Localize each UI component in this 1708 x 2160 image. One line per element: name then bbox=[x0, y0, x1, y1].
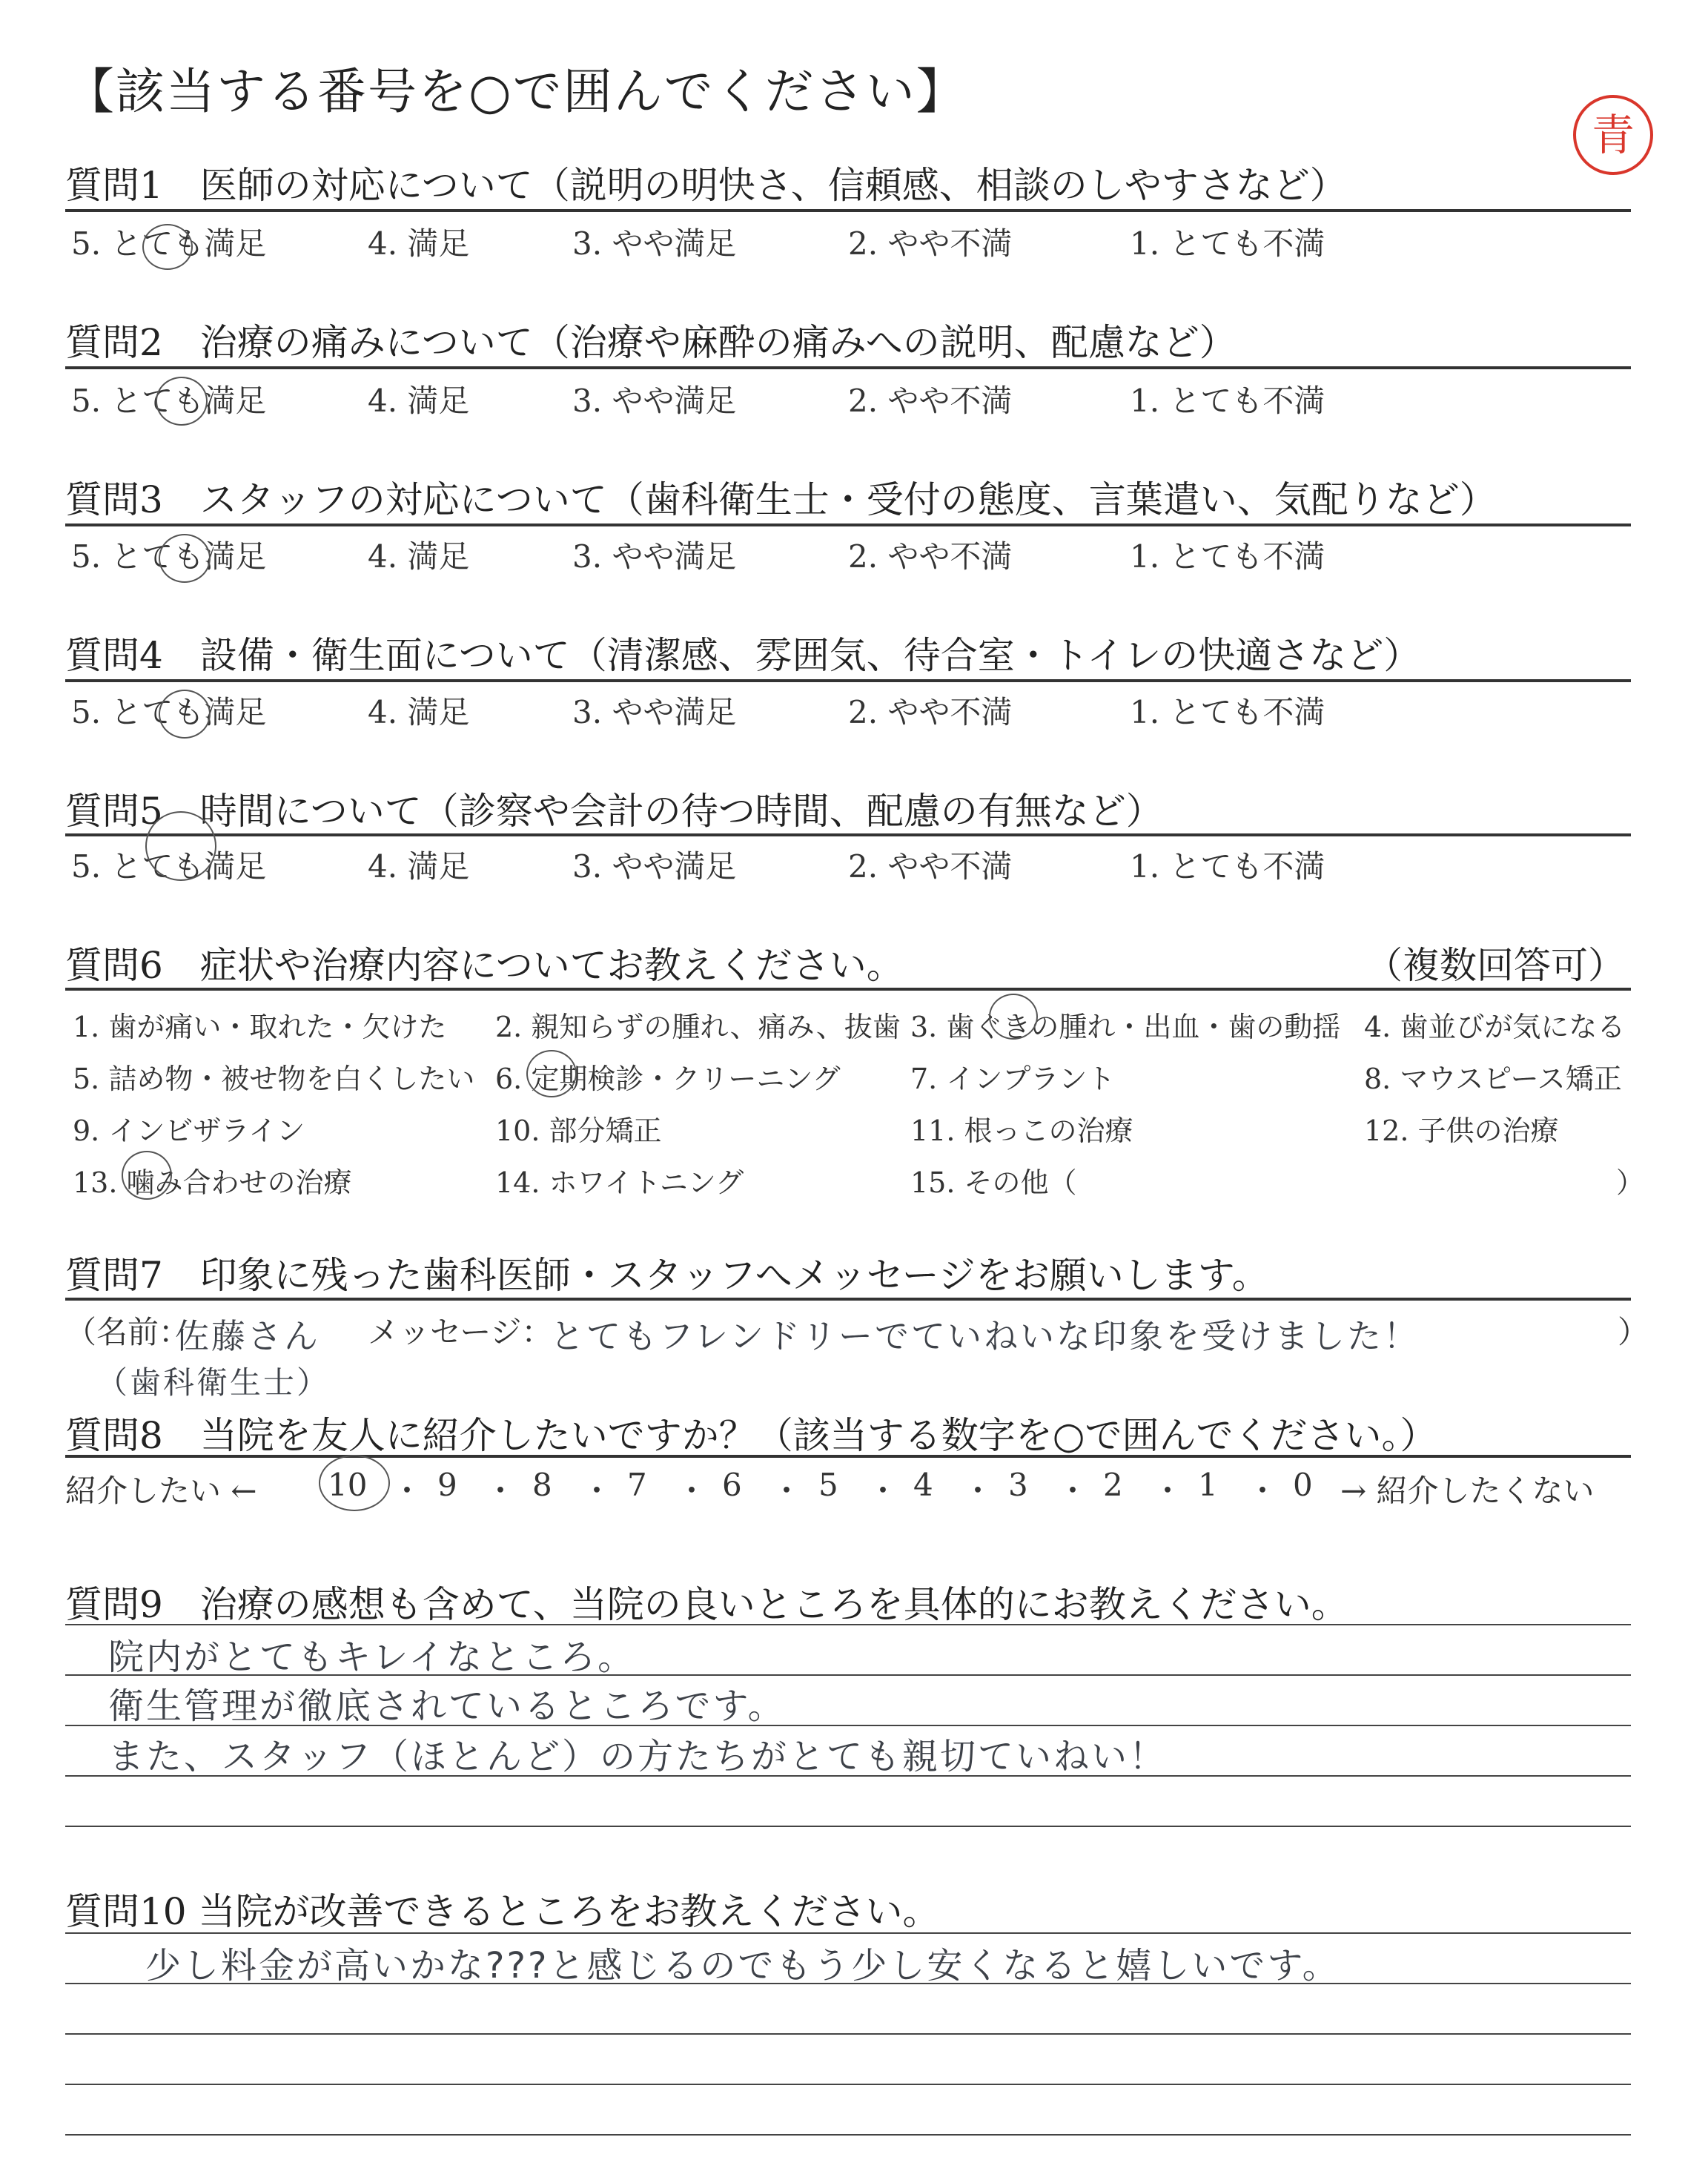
recommend-left-label: 紹介したい ← bbox=[65, 1473, 257, 1509]
divider bbox=[65, 988, 1631, 991]
treatment-item-12[interactable]: 12. 子供の治療 bbox=[1364, 1114, 1559, 1147]
rating-option-5[interactable]: 5. とても満足 bbox=[71, 383, 267, 419]
scale-separator: ・ bbox=[867, 1473, 899, 1509]
treatment-item-6[interactable]: 6. 定期検診・クリーニング bbox=[495, 1063, 841, 1095]
rating-option-5[interactable]: 5. とても満足 bbox=[71, 848, 267, 885]
selection-circle bbox=[145, 811, 216, 881]
scale-separator: ・ bbox=[1057, 1473, 1089, 1509]
treatment-item-9[interactable]: 9. インビザライン bbox=[73, 1114, 305, 1147]
handwritten-answer-line-1[interactable]: 少し料金が高いかな???と感じるのでもう少し安くなると嬉しいです。 bbox=[145, 1945, 1340, 1986]
rating-option-1[interactable]: 1. とても不満 bbox=[1130, 848, 1325, 885]
answer-line bbox=[65, 1826, 1631, 1827]
question-title: 質問8 当院を友人に紹介したいですか？（該当する数字を○で囲んでください。） bbox=[65, 1414, 1437, 1457]
scale-value-2[interactable]: 2 bbox=[1103, 1467, 1123, 1503]
answer-line bbox=[65, 2033, 1631, 2035]
divider bbox=[65, 833, 1631, 836]
scale-value-10[interactable]: 10 bbox=[328, 1467, 368, 1503]
rating-option-1[interactable]: 1. とても不満 bbox=[1130, 225, 1325, 262]
treatment-item-3[interactable]: 3. 歯ぐきの腫れ・出血・歯の動揺 bbox=[910, 1011, 1341, 1043]
treatment-item-10[interactable]: 10. 部分矯正 bbox=[495, 1114, 662, 1147]
scale-separator: ・ bbox=[771, 1473, 803, 1509]
rating-option-2[interactable]: 2. やや不満 bbox=[848, 848, 1013, 885]
rating-option-4[interactable]: 4. 満足 bbox=[368, 694, 470, 730]
rating-option-3[interactable]: 3. やや満足 bbox=[572, 538, 737, 575]
rating-option-5[interactable]: 5. とても満足 bbox=[71, 538, 267, 575]
question-title: 質問6 症状や治療内容についてお教えください。 bbox=[65, 944, 904, 987]
scale-value-5[interactable]: 5 bbox=[818, 1467, 838, 1503]
treatment-item-11[interactable]: 11. 根っこの治療 bbox=[910, 1114, 1133, 1147]
question-title: 質問10 当院が改善できるところをお教えください。 bbox=[65, 1890, 940, 1933]
treatment-item-8[interactable]: 8. マウスピース矯正 bbox=[1364, 1063, 1622, 1095]
rating-option-2[interactable]: 2. やや不満 bbox=[848, 694, 1013, 730]
answer-line bbox=[65, 1624, 1631, 1625]
rating-option-2[interactable]: 2. やや不満 bbox=[848, 383, 1013, 419]
selection-circle bbox=[319, 1455, 390, 1511]
scale-value-8[interactable]: 8 bbox=[532, 1467, 552, 1503]
divider bbox=[65, 679, 1631, 682]
answer-line bbox=[65, 2134, 1631, 2136]
selection-circle bbox=[526, 1050, 577, 1097]
answer-line bbox=[65, 1932, 1631, 1934]
scale-separator: ・ bbox=[391, 1473, 423, 1509]
staff-role-handwritten[interactable]: （歯科衛生士） bbox=[96, 1364, 331, 1401]
scale-value-3[interactable]: 3 bbox=[1008, 1467, 1028, 1503]
treatment-item-5[interactable]: 5. 詰め物・被せ物を白くしたい bbox=[73, 1063, 475, 1095]
selection-circle bbox=[122, 1151, 172, 1200]
rating-option-2[interactable]: 2. やや不満 bbox=[848, 225, 1013, 262]
scale-value-9[interactable]: 9 bbox=[437, 1467, 457, 1503]
question-title: 質問4 設備・衛生面について（清潔感、雰囲気、待合室・トイレの快適さなど） bbox=[65, 634, 1421, 677]
multiple-answer-note: （複数回答可） bbox=[1366, 944, 1625, 987]
rating-option-3[interactable]: 3. やや満足 bbox=[572, 694, 737, 730]
treatment-item-15[interactable]: 15. その他（ bbox=[910, 1166, 1077, 1199]
handwritten-answer-line-3[interactable]: また、スタッフ（ほとんど）の方たちがとても親切ていねい！ bbox=[108, 1736, 1168, 1777]
scale-separator: ・ bbox=[676, 1473, 708, 1509]
rating-option-5[interactable]: 5. とても満足 bbox=[71, 225, 267, 262]
scale-value-0[interactable]: 0 bbox=[1293, 1467, 1313, 1503]
rating-option-4[interactable]: 4. 満足 bbox=[368, 848, 470, 885]
scale-separator: ・ bbox=[962, 1473, 994, 1509]
form-header: 【該当する番号を○で囲んでください】 bbox=[65, 63, 967, 120]
rating-option-2[interactable]: 2. やや不満 bbox=[848, 538, 1013, 575]
rating-option-3[interactable]: 3. やや満足 bbox=[572, 383, 737, 419]
treatment-item-14[interactable]: 14. ホワイトニング bbox=[495, 1166, 744, 1199]
selection-circle bbox=[142, 224, 193, 270]
treatment-item-1[interactable]: 1. 歯が痛い・取れた・欠けた bbox=[73, 1011, 447, 1043]
rating-option-5[interactable]: 5. とても満足 bbox=[71, 694, 267, 730]
question-title: 質問3 スタッフの対応について（歯科衛生士・受付の態度、言葉遣い、気配りなど） bbox=[65, 478, 1497, 521]
rating-option-3[interactable]: 3. やや満足 bbox=[572, 225, 737, 262]
rating-option-4[interactable]: 4. 満足 bbox=[368, 383, 470, 419]
treatment-item-4[interactable]: 4. 歯並びが気になる bbox=[1364, 1011, 1626, 1043]
answer-line bbox=[65, 2084, 1631, 2085]
scale-value-6[interactable]: 6 bbox=[722, 1467, 742, 1503]
rating-option-1[interactable]: 1. とても不満 bbox=[1130, 538, 1325, 575]
selection-circle bbox=[159, 534, 211, 583]
rating-option-3[interactable]: 3. やや満足 bbox=[572, 848, 737, 885]
recommend-right-label: → 紹介したくない bbox=[1340, 1473, 1595, 1509]
name-label: （名前： bbox=[65, 1314, 191, 1350]
question-title: 質問9 治療の感想も含めて、当院の良いところを具体的にお教えください。 bbox=[65, 1583, 1348, 1626]
divider bbox=[65, 1298, 1631, 1301]
treatment-item-7[interactable]: 7. インプラント bbox=[910, 1063, 1116, 1095]
message-label: メッセージ： bbox=[368, 1314, 553, 1350]
rating-option-1[interactable]: 1. とても不満 bbox=[1130, 383, 1325, 419]
rating-option-1[interactable]: 1. とても不満 bbox=[1130, 694, 1325, 730]
question-title: 質問5 時間について（診察や会計の待つ時間、配慮の有無など） bbox=[65, 790, 1163, 833]
divider bbox=[65, 209, 1631, 212]
divider bbox=[65, 1455, 1631, 1458]
message-close-paren: ） bbox=[1618, 1314, 1649, 1350]
scale-value-1[interactable]: 1 bbox=[1198, 1467, 1218, 1503]
treatment-item-13[interactable]: 13. 噛み合わせの治療 bbox=[73, 1166, 352, 1199]
divider bbox=[65, 524, 1631, 526]
scale-separator: ・ bbox=[485, 1473, 517, 1509]
staff-name-handwritten[interactable]: 佐藤さん bbox=[175, 1316, 320, 1356]
selection-circle bbox=[159, 690, 211, 739]
question-title: 質問2 治療の痛みについて（治療や麻酔の痛みへの説明、配慮など） bbox=[65, 321, 1237, 364]
rating-option-4[interactable]: 4. 満足 bbox=[368, 225, 470, 262]
message-handwritten[interactable]: とてもフレンドリーでていねいな印象を受けました！ bbox=[550, 1316, 1420, 1356]
seal-stamp: 青 bbox=[1573, 95, 1653, 175]
other-close-paren: ） bbox=[1616, 1166, 1645, 1199]
selection-circle bbox=[989, 994, 1038, 1040]
question-title: 質問7 印象に残った歯科医師・スタッフへメッセージをお願いします。 bbox=[65, 1254, 1269, 1297]
scale-value-7[interactable]: 7 bbox=[627, 1467, 647, 1503]
selection-circle bbox=[156, 377, 208, 426]
handwritten-answer-line-1[interactable]: 院内がとてもキレイなところ。 bbox=[108, 1636, 636, 1678]
scale-separator: ・ bbox=[1247, 1473, 1279, 1509]
handwritten-answer-line-2[interactable]: 衛生管理が徹底されているところです。 bbox=[108, 1685, 786, 1727]
question-title: 質問1 医師の対応について（説明の明快さ、信頼感、相談のしやすさなど） bbox=[65, 164, 1347, 207]
scale-separator: ・ bbox=[1152, 1473, 1184, 1509]
divider bbox=[65, 366, 1631, 369]
treatment-item-2[interactable]: 2. 親知らずの腫れ、痛み、抜歯 bbox=[495, 1011, 901, 1043]
rating-option-4[interactable]: 4. 満足 bbox=[368, 538, 470, 575]
scale-separator: ・ bbox=[581, 1473, 613, 1509]
scale-value-4[interactable]: 4 bbox=[913, 1467, 933, 1503]
